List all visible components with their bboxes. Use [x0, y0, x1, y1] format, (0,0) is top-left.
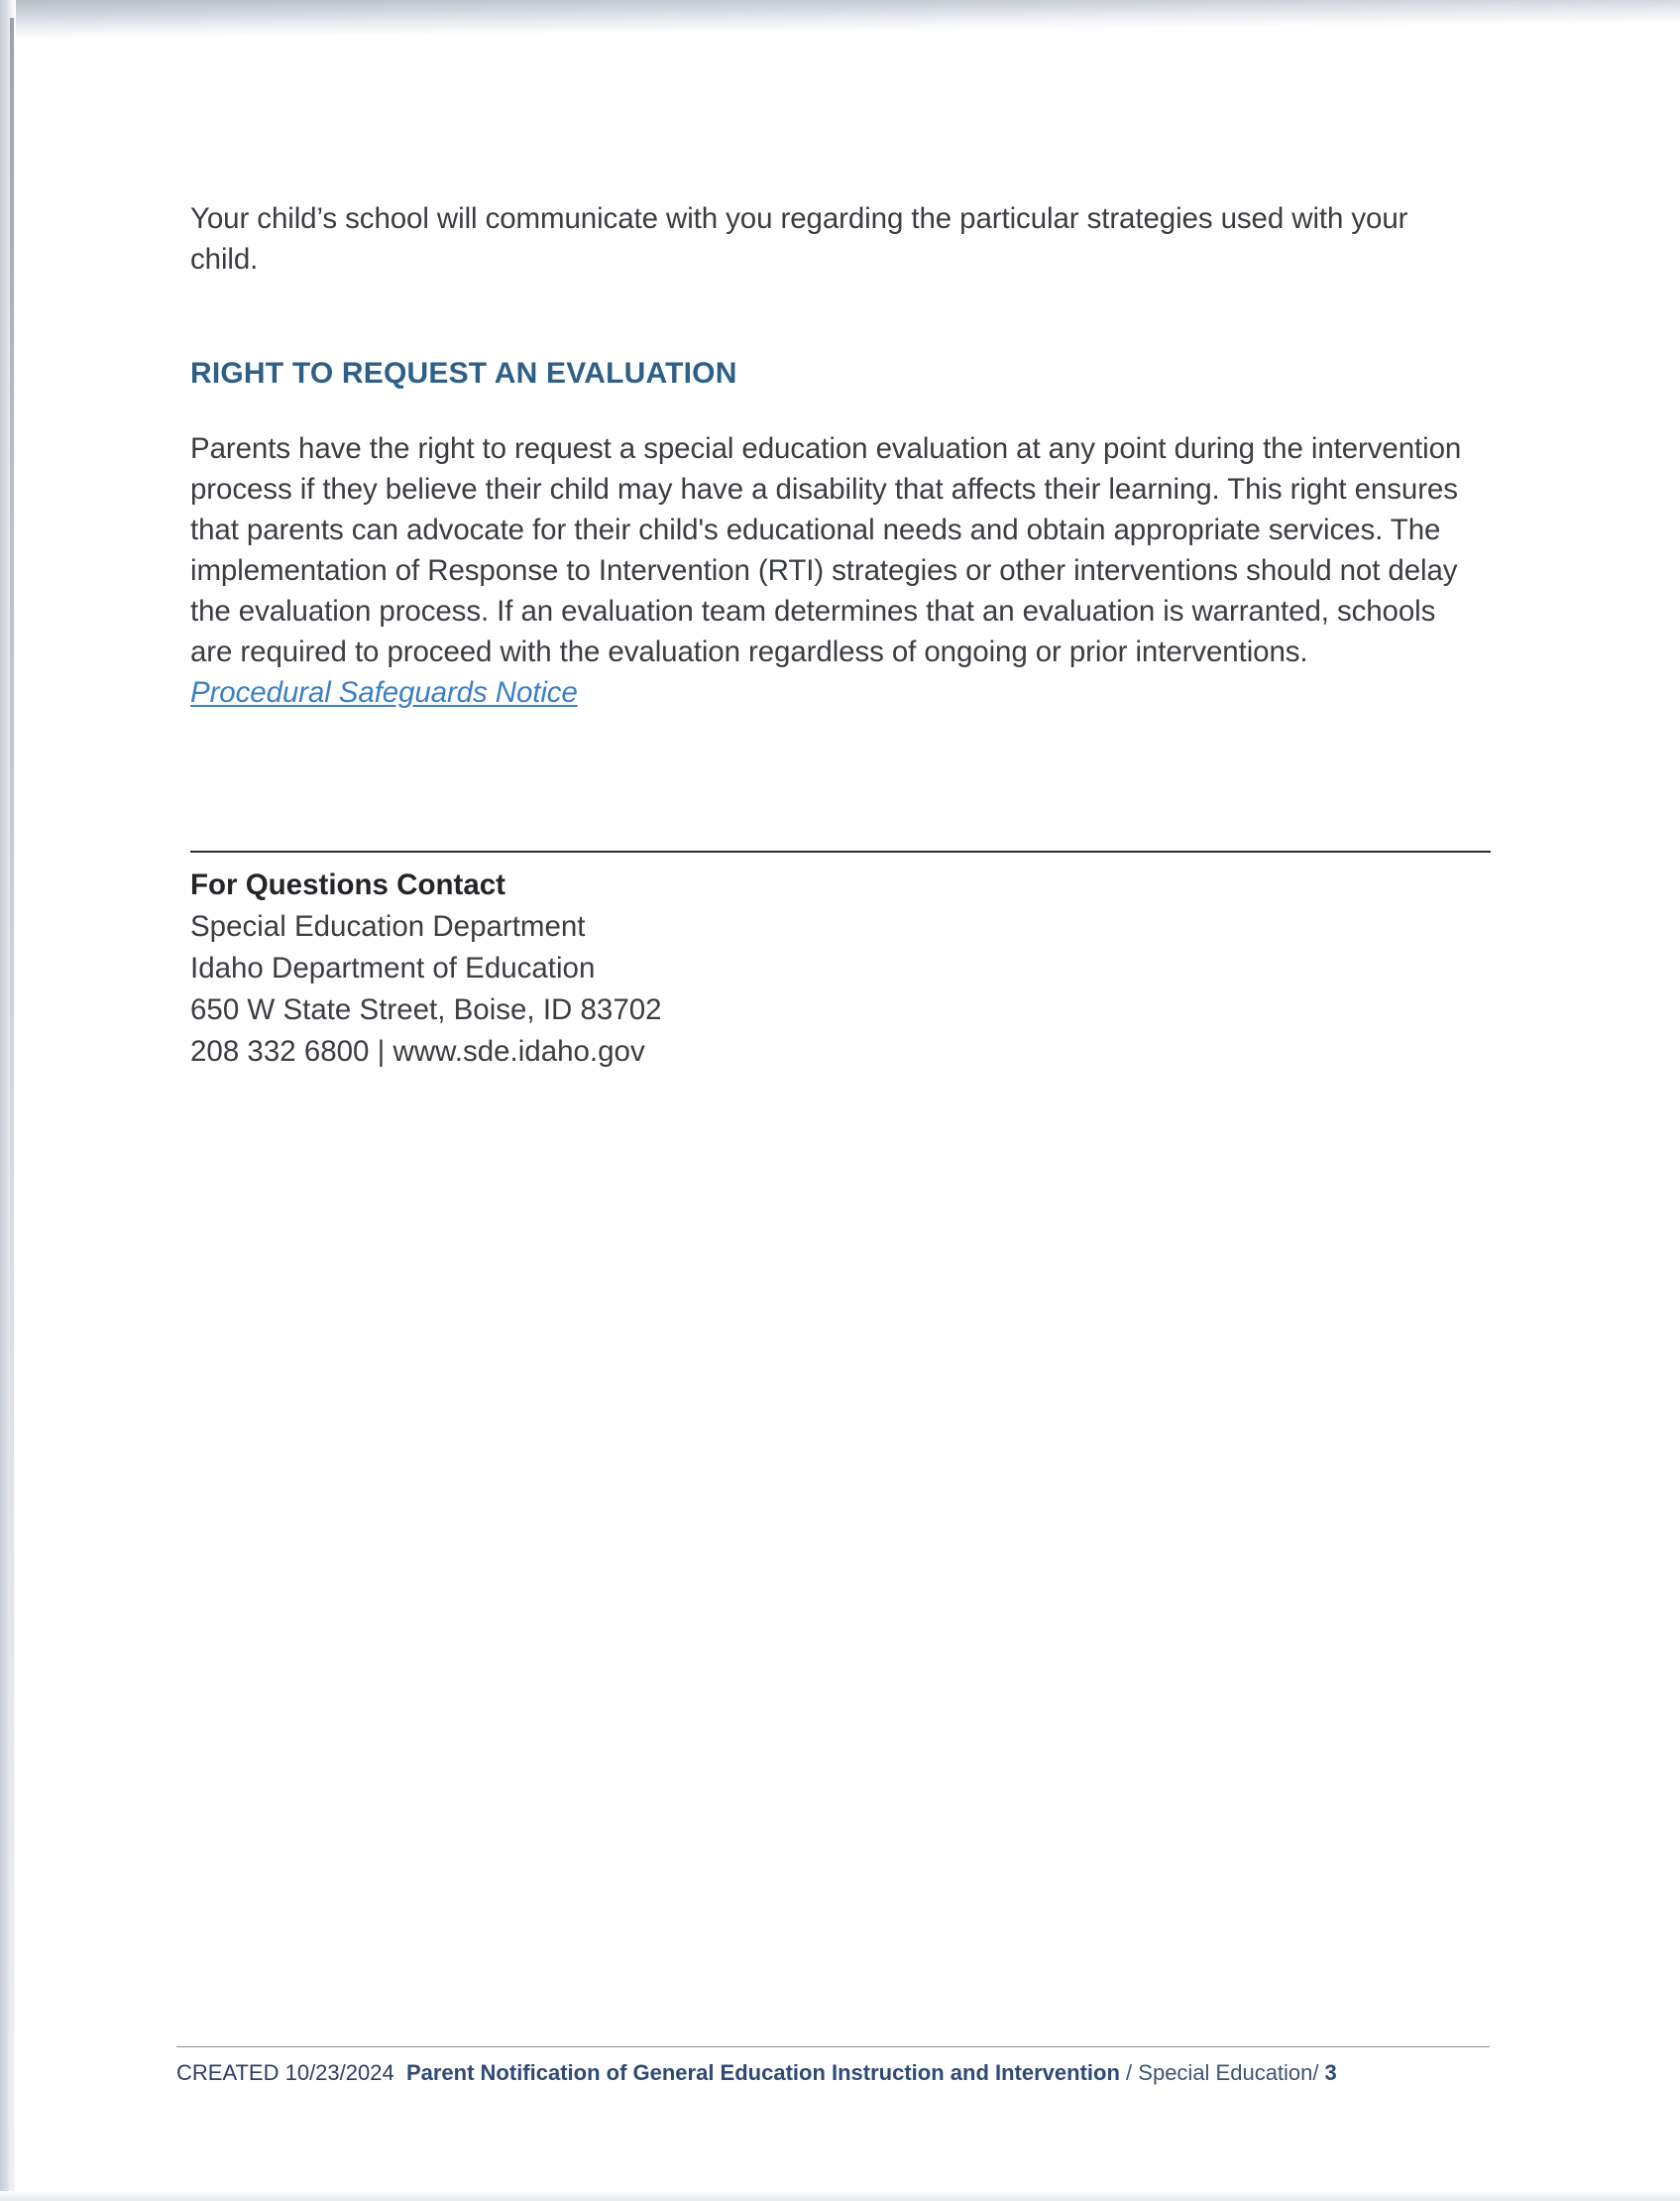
contact-heading: For Questions Contact	[190, 869, 505, 901]
contact-divider	[190, 851, 1491, 853]
footer-page-number: 3	[1324, 2060, 1337, 2085]
body-paragraph	[190, 391, 1474, 713]
contact-line-phone-website: 208 332 6800 | www.sde.idaho.gov	[190, 1035, 645, 1068]
contact-line-agency: Idaho Department of Education	[190, 952, 596, 985]
footer-divider	[176, 2046, 1490, 2047]
footer-department: Special Education/	[1138, 2060, 1319, 2085]
contact-block	[190, 851, 1489, 1073]
procedural-safeguards-notice-link[interactable]: Procedural Safeguards Notice	[190, 676, 578, 709]
contact-line-department: Special Education Department	[190, 910, 586, 943]
intro-paragraph: Your child’s school will communicate with you regarding the particular strategies used with your child.	[190, 202, 1408, 276]
contact-line-address: 650 W State Street, Boise, ID 83702	[190, 993, 662, 1026]
page-title: RIGHT TO REQUEST AN EVALUATION	[190, 357, 737, 390]
body-paragraph-text: Parents have the right to request a special education evaluation at any point during the intervention process if they believe their child may have a disability that affects their learning. This right ensures that parents can advocate for their child's educational needs and obtain appropriate services. The implementation of Response to Intervention (RTI) strategies or other interventions should not delay the evaluation process. If an evaluation team determines that an evaluation is warranted, schools are required to proceed with the evaluation regardless of ongoing or prior interventions.	[190, 432, 1462, 668]
page-footer	[176, 2046, 1490, 2088]
document-content	[190, 198, 1489, 713]
footer-document-title: Parent Notification of General Education Instruction and Intervention	[405, 2060, 1120, 2085]
footer-text-row	[176, 2058, 1490, 2088]
footer-separator: /	[1126, 2060, 1133, 2085]
footer-created-date: CREATED 10/23/2024	[176, 2060, 394, 2085]
